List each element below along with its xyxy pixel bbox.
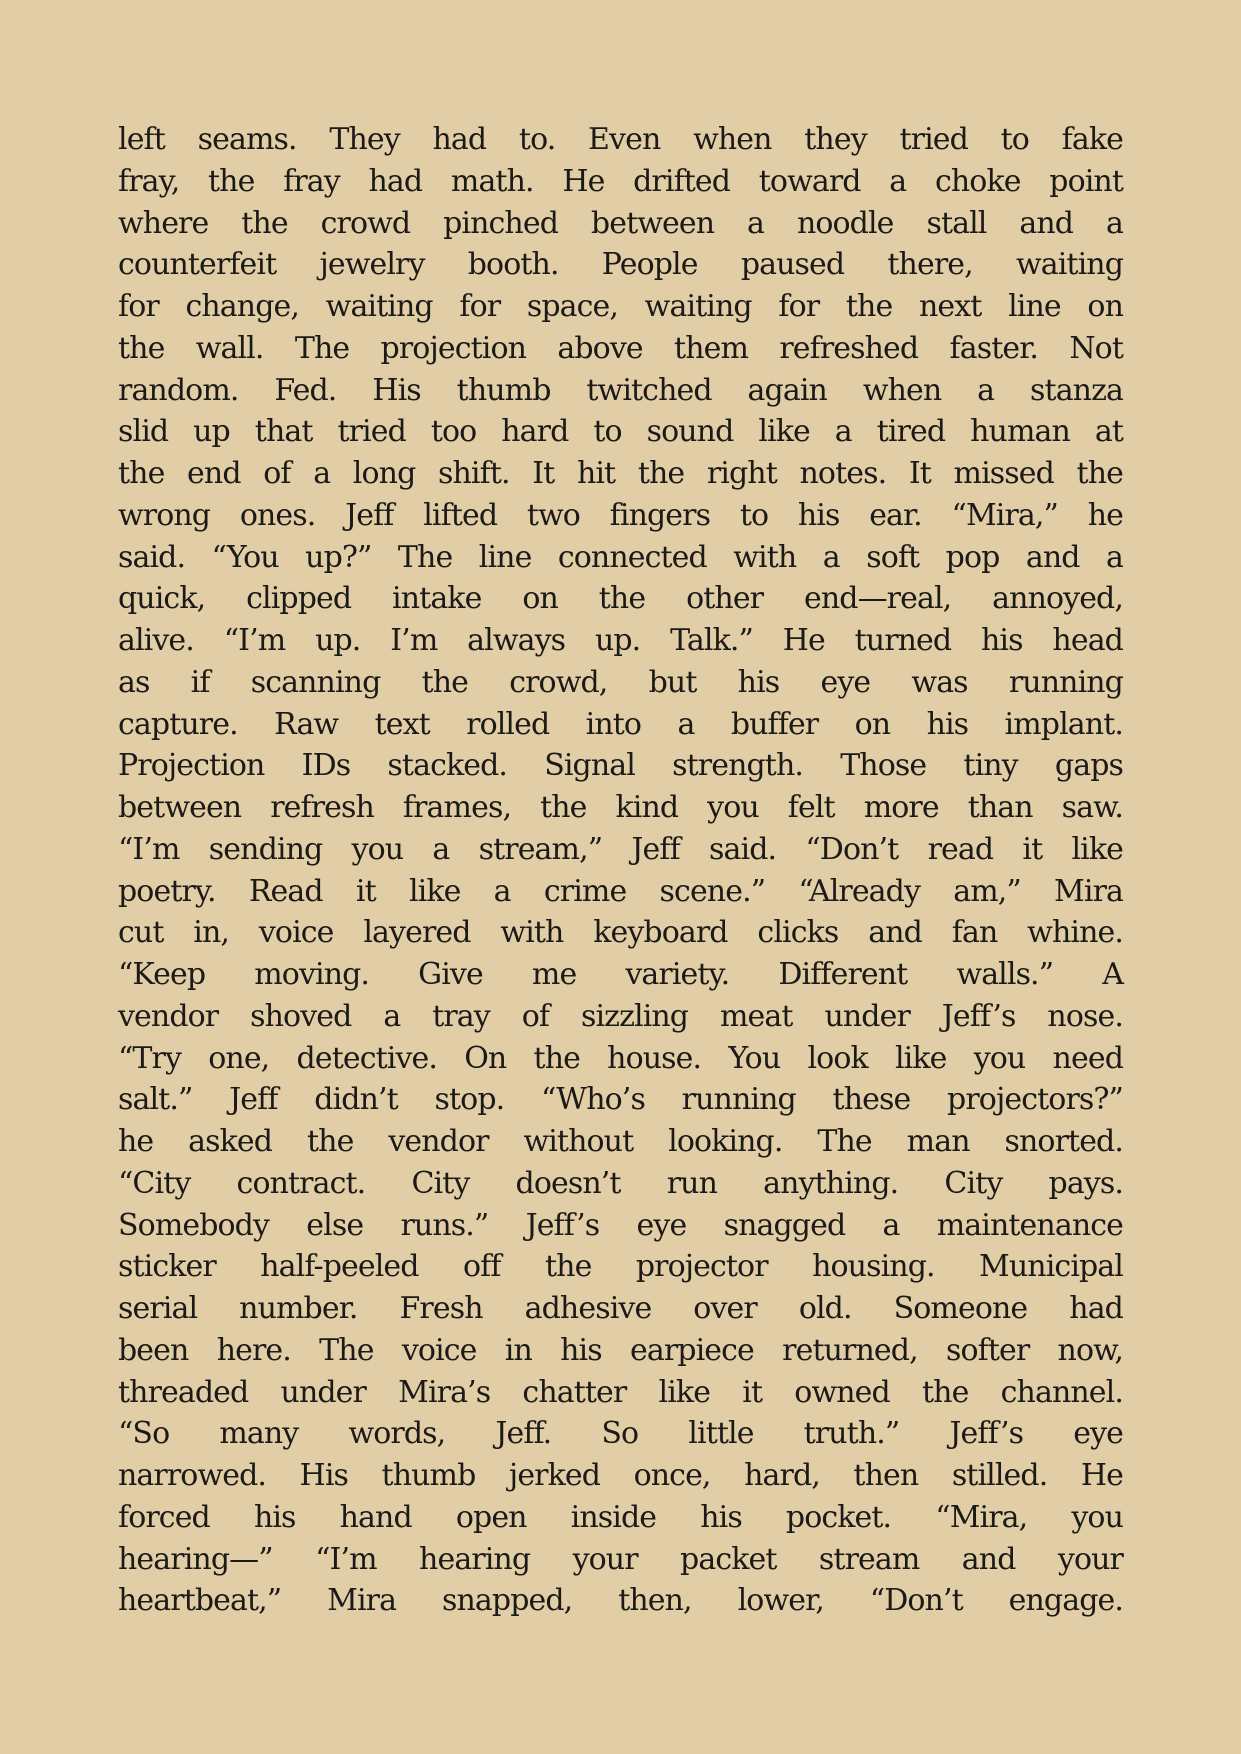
text-line: left seams. They had to. Even when they tried to fake (118, 122, 1123, 157)
text-line: random. Fed. His thumb twitched again when a stanza (118, 372, 1123, 408)
text-line: fray, the fray had math. He drifted toward a choke point (118, 163, 1123, 199)
text-line: cut in, voice layered with keyboard clicks and fan whine. (118, 915, 1123, 951)
text-line: heartbeat,” Mira snapped, then, lower, “Don’t engage. (118, 1583, 1123, 1619)
text-line: as if scanning the crowd, but his eye was running (118, 664, 1123, 700)
text-line: the end of a long shift. It hit the right notes. It missed the (118, 456, 1123, 491)
text-line: salt.” Jeff didn’t stop. “Who’s running these projectors?” (118, 1082, 1123, 1118)
text-line: “City contract. City doesn’t run anything. City pays. (118, 1165, 1123, 1201)
text-line: vendor shoved a tray of sizzling meat under Jeff’s nose. (118, 998, 1123, 1034)
text-line: narrowed. His thumb jerked once, hard, then stilled. He (118, 1458, 1123, 1493)
text-line: poetry. Read it like a crime scene.” “Already am,” Mira (118, 873, 1123, 909)
text-line: “I’m sending you a stream,” Jeff said. “Don’t read it like (118, 831, 1123, 867)
text-line: “Try one, detective. On the house. You look like you need (118, 1040, 1123, 1076)
text-line: threaded under Mira’s chatter like it owned the channel. (118, 1374, 1123, 1410)
text-line: been here. The voice in his earpiece returned, softer now, (118, 1332, 1123, 1368)
text-line: counterfeit jewelry booth. People paused there, waiting (118, 247, 1123, 283)
text-line: wrong ones. Jeff lifted two fingers to his ear. “Mira,” he (118, 497, 1123, 533)
text-line: hearing—” “I’m hearing your packet stream and your (118, 1541, 1123, 1577)
document-page (118, 119, 1123, 1622)
text-line: alive. “I’m up. I’m always up. Talk.” He turned his head (118, 623, 1123, 658)
text-line: forced his hand open inside his pocket. “Mira, you (118, 1499, 1123, 1535)
text-line: Somebody else runs.” Jeff’s eye snagged a maintenance (118, 1207, 1123, 1243)
text-line: “So many words, Jeff. So little truth.” Jeff’s eye (118, 1416, 1123, 1452)
text-line: capture. Raw text rolled into a buffer on his implant. (118, 706, 1123, 742)
text-line: where the crowd pinched between a noodle stall and a (118, 205, 1123, 241)
text-line: Projection IDs stacked. Signal strength. Those tiny gaps (118, 748, 1123, 784)
text-line: between refresh frames, the kind you felt more than saw. (118, 790, 1123, 825)
text-line: slid up that tried too hard to sound like a tired human at (118, 414, 1123, 450)
text-line: “Keep moving. Give me variety. Different walls.” A (118, 957, 1123, 992)
text-line: said. “You up?” The line connected with a soft pop and a (118, 539, 1123, 575)
text-line: the wall. The projection above them refreshed faster. Not (118, 330, 1123, 366)
text-line: quick, clipped intake on the other end—real, annoyed, (118, 581, 1123, 617)
text-line: for change, waiting for space, waiting for the next line on (118, 289, 1123, 324)
text-line: he asked the vendor without looking. The man snorted. (118, 1124, 1123, 1159)
text-line: serial number. Fresh adhesive over old. Someone had (118, 1291, 1123, 1326)
text-line: sticker half-peeled off the projector housing. Municipal (118, 1249, 1123, 1285)
